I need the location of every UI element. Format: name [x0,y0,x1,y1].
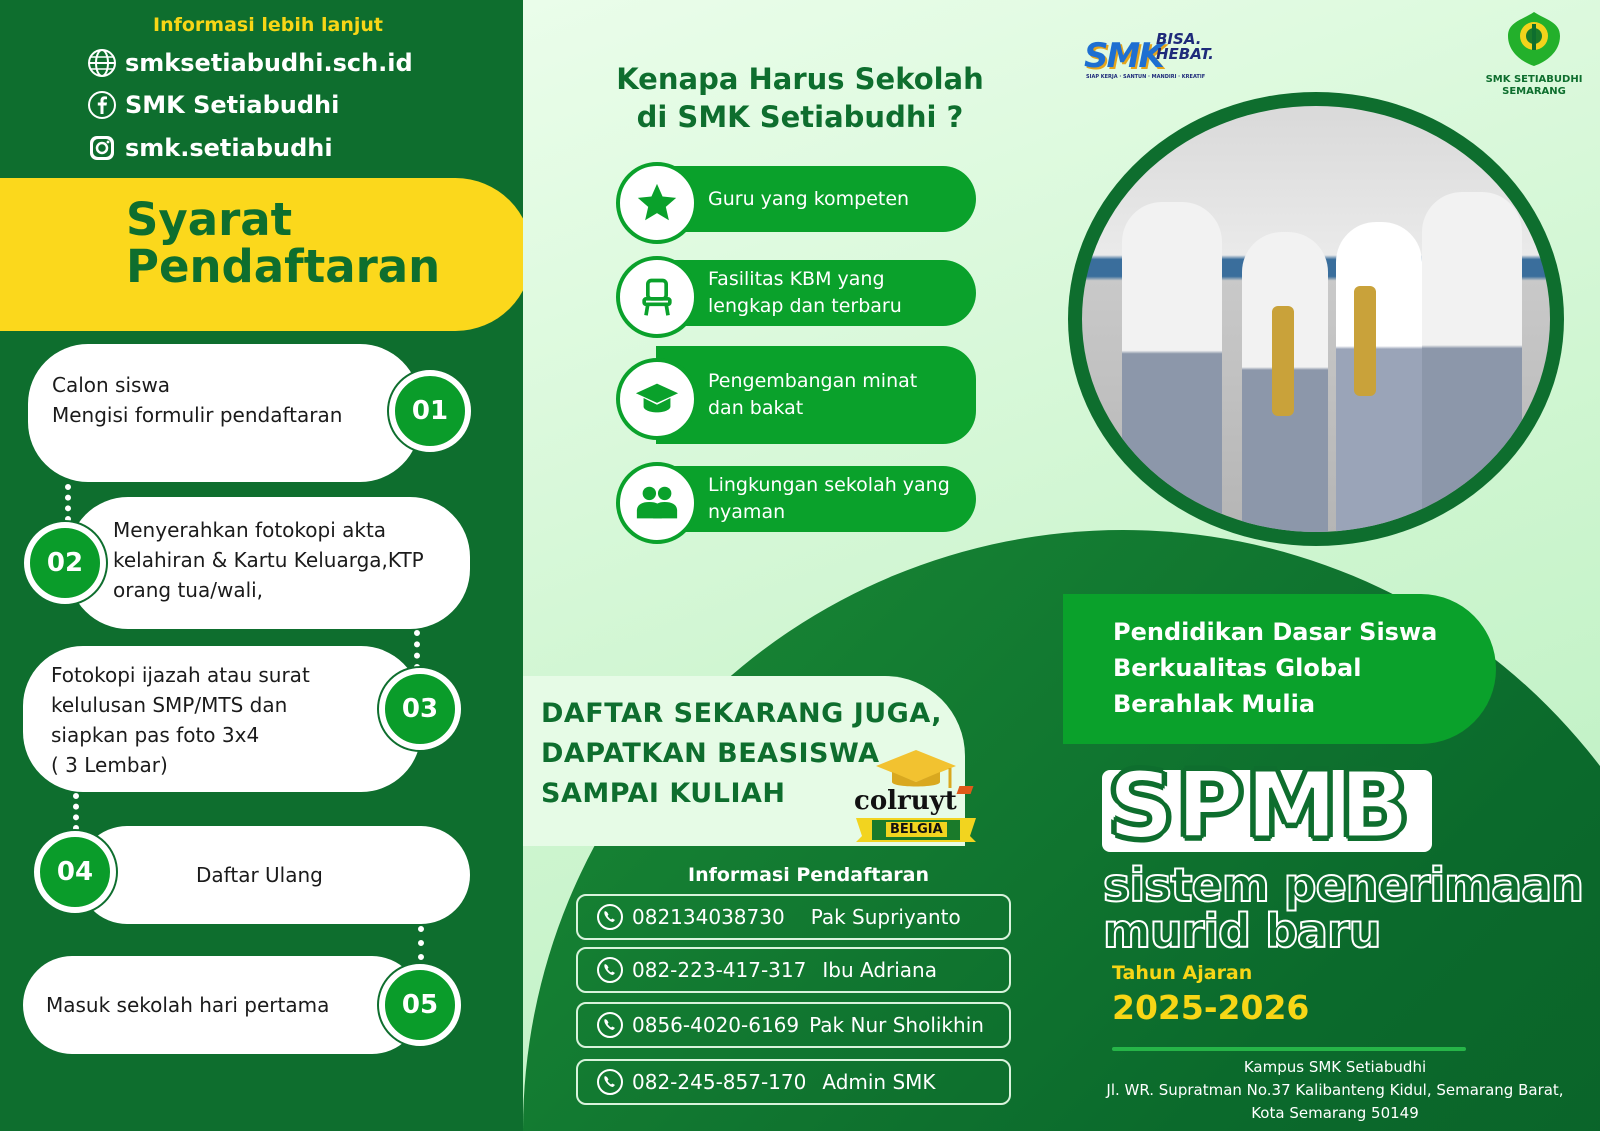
divider [1112,1047,1466,1051]
student-figure [1422,192,1522,532]
contact-row[interactable] [576,894,1011,940]
cta-line1: DAFTAR SEKARANG JUGA, [541,698,942,729]
why-item-facilities [616,256,976,330]
motto-line2: Berkualitas Global [1113,654,1362,682]
hero-subtitle [1103,858,1583,958]
why-item-environment [616,462,976,536]
step-05-text: Masuk sekolah hari pertama [46,993,330,1017]
address-line3: Kota Semarang 50149 [1251,1104,1419,1122]
contact-name: Pak Supriyanto [810,905,961,929]
cta-line2: DAPATKAN BEASISWA [541,738,880,769]
step-03 [23,646,421,792]
instagram-text: smk.setiabudhi [125,133,333,162]
step-02-number: 02 [24,522,106,604]
facebook-text: SMK Setiabudhi [125,90,340,119]
whatsapp-icon [596,1011,624,1039]
sponsor-accent [957,786,974,794]
whatsapp-icon [596,1068,624,1096]
student-figure [1336,222,1422,532]
hero-title: SPMB [1108,752,1412,859]
contact-row[interactable] [576,1002,1011,1048]
contact-name: Admin SMK [822,1070,936,1094]
school-logo [1474,10,1594,98]
why-title-line2: di SMK Setiabudhi ? [636,100,964,134]
why-item-text: Fasilitas KBM yang lengkap dan terbaru [708,268,902,317]
step-03-line1: Fotokopi ijazah atau surat [51,663,310,687]
step-01-line1: Calon siswa [52,373,171,397]
contact-row[interactable] [576,1059,1011,1105]
hero-subtitle-line1: sistem penerimaan [1103,858,1583,912]
address-line2: Jl. WR. Supratman No.37 Kalibanteng Kidul, Semarang Barat, [1106,1081,1564,1099]
motto-line1: Pendidikan Dasar Siswa [1113,618,1438,646]
students-photo [1068,92,1564,546]
star-icon [616,162,698,244]
step-02-line1: Menyerahkan fotokopi akta [113,518,387,542]
contact-name: Ibu Adriana [822,958,937,982]
facebook-icon [86,89,117,120]
why-item-talent [616,358,976,432]
requirements-title-line2: Pendaftaran [126,240,441,293]
school-name-line1: SMK SETIABUDHI [1485,74,1583,85]
why-item-teachers [616,162,976,236]
step-02-line3: orang tua/wali, [113,578,264,602]
smk-logo-main: SMK [1084,36,1163,76]
people-icon [616,462,698,544]
step-03-line2: kelulusan SMP/MTS dan [51,693,288,717]
school-crest-icon [1504,10,1564,68]
trophy-icon [1354,286,1376,396]
student-figure [1122,202,1222,532]
graduation-cap-icon [616,358,698,440]
why-title-line1: Kenapa Harus Sekolah [616,62,984,96]
step-connector [73,793,79,831]
contact-phone: 0856-4020-6169 [632,1013,800,1037]
smk-logo-tag2: HEBAT. [1156,45,1214,63]
step-connector [65,484,71,522]
sponsor-country: BELGIA [886,822,947,837]
step-03-line3: siapkan pas foto 3x4 [51,723,260,747]
website-text: smksetiabudhi.sch.id [125,48,413,77]
trophy-icon [1272,306,1294,416]
why-item-text: Guru yang kompeten [708,187,910,210]
motto-line3: Berahlak Mulia [1113,690,1316,718]
requirements-title-line1: Syarat [126,193,293,246]
facebook-link[interactable] [86,89,339,120]
step-04 [78,826,470,924]
step-03-line4: ( 3 Lembar) [51,753,168,777]
step-connector [414,630,420,670]
step-01 [28,344,420,482]
year-label: Tahun Ajaran [1112,962,1253,984]
colruyt-sponsor-logo [846,746,986,856]
why-title [600,60,1000,136]
step-04-text: Daftar Ulang [196,863,323,887]
step-01-line2: Mengisi formulir pendaftaran [52,403,343,427]
smk-logo-tag1: BISA. [1156,30,1202,48]
globe-icon [86,47,117,78]
hero-subtitle-line2: murid baru [1103,904,1381,958]
step-04-number: 04 [34,831,116,913]
whatsapp-icon [596,903,624,931]
contact-heading: Informasi lebih lanjut [153,14,383,36]
registration-heading: Informasi Pendaftaran [688,864,929,886]
contact-phone: 082-223-417-317 [632,958,807,982]
instagram-link[interactable] [86,132,333,163]
contact-row[interactable] [576,947,1011,993]
requirements-title [126,193,441,293]
website-link[interactable] [86,47,413,78]
school-name-line2: SEMARANG [1502,86,1566,97]
contact-name: Pak Nur Sholikhin [809,1013,984,1037]
step-connector [418,926,424,960]
address-line1: Kampus SMK Setiabudhi [1243,1058,1427,1076]
cta-line3: SAMPAI KULIAH [541,778,786,809]
step-05-number: 05 [379,964,461,1046]
why-item-text: Pengembangan minat dan bakat [708,370,918,419]
sponsor-name: colruyt [854,786,957,816]
step-02-line2: kelahiran & Kartu Keluarga,KTP [113,548,424,572]
requirements-banner [0,178,532,331]
campus-address [1090,1056,1580,1125]
academic-year: 2025-2026 [1112,988,1310,1027]
contact-phone: 082134038730 [632,905,785,929]
contact-phone: 082-245-857-170 [632,1070,807,1094]
smk-logo-slogan: SIAP KERJA · SANTUN · MANDIRI · KREATIF [1086,74,1206,80]
why-item-text: Lingkungan sekolah yang nyaman [708,474,950,523]
step-05 [23,956,421,1054]
step-03-number: 03 [379,668,461,750]
chair-icon [616,256,698,338]
instagram-icon [86,132,117,163]
step-01-number: 01 [389,370,471,452]
whatsapp-icon [596,956,624,984]
school-motto [1063,594,1496,744]
step-02 [68,497,470,629]
